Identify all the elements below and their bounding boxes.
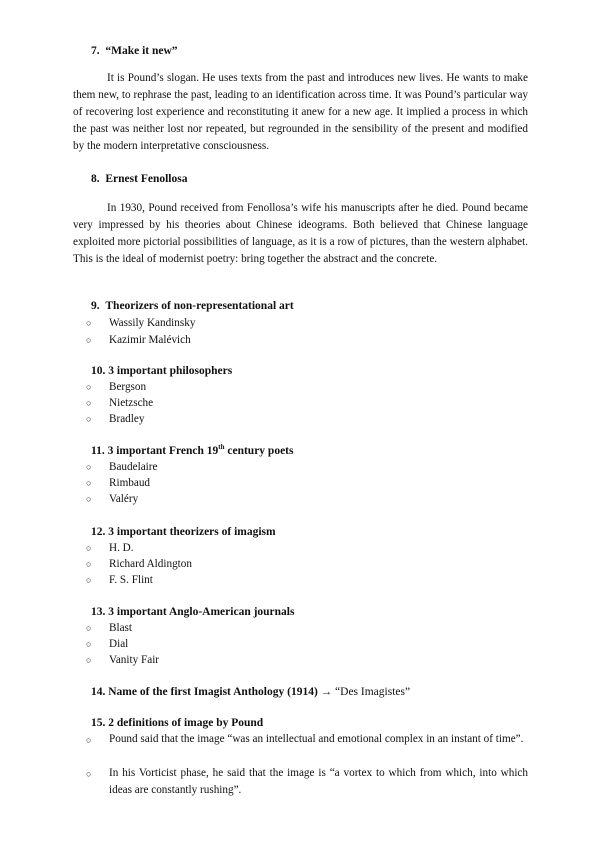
section-7-paragraph: [73, 70, 528, 155]
section-8-heading: 8. Ernest Fenollosa: [91, 173, 188, 185]
bullet-icon: ○: [86, 735, 92, 745]
section-11-heading: [91, 444, 293, 458]
list-item-text: Blast: [109, 622, 132, 634]
section-8-paragraph: [73, 200, 528, 268]
bullet-icon: ○: [86, 575, 92, 585]
section-7-text: It is Pound’s slogan. He uses texts from the past and introduces new lives. He wants to make them new, to rephrase the past, leading to an identification across time. It was Pound’s particular way of recovering lost experience and reconstituting it anew for a new age. It implied a process in which the past was neither lost nor repeated, but regrounded in the sensibility of the present and modified by the modern interpretative consciousness.: [73, 72, 528, 152]
heading-text-end: century poets: [224, 445, 294, 457]
list-item-text: Dial: [109, 638, 129, 650]
bullet-icon: ○: [86, 559, 92, 569]
bullet-icon: ○: [86, 639, 92, 649]
bullet-icon: ○: [86, 414, 92, 424]
bullet-icon: ○: [86, 478, 92, 488]
list-item-text: F. S. Flint: [109, 574, 153, 586]
section-10-heading: 10. 3 important philosophers: [91, 365, 233, 377]
bullet-icon: ○: [86, 494, 92, 504]
list-item-text: Bergson: [109, 381, 147, 393]
list-item-text: Kazimir Malévich: [109, 334, 191, 346]
heading-text: 11. 3 important French 19: [91, 445, 219, 457]
list-item-text: Rimbaud: [109, 477, 151, 489]
bullet-icon: ○: [86, 655, 92, 665]
list-item-text: In his Vorticist phase, he said that the image is “a vortex to which from which, into which ideas are constantly rushing”.: [109, 767, 528, 796]
section-14-heading: [91, 685, 410, 699]
bullet-icon: ○: [86, 623, 92, 633]
list-item-text: Vanity Fair: [109, 654, 160, 666]
list-item-text: Wassily Kandinsky: [109, 317, 196, 329]
list-item: [86, 765, 528, 799]
list-item-text: Bradley: [109, 413, 145, 425]
section-13-heading: 13. 3 important Anglo-American journals: [91, 606, 295, 618]
section-7-heading: 7. “Make it new”: [91, 45, 178, 57]
ordinal-suffix: th: [218, 443, 225, 452]
list-item-text: Richard Aldington: [109, 558, 192, 570]
list-item-text: Baudelaire: [109, 461, 158, 473]
bullet-icon: ○: [86, 543, 92, 553]
bullet-icon: ○: [86, 335, 92, 345]
list-item: [86, 731, 528, 748]
section-9-heading: 9. Theorizers of non-representational art: [91, 300, 294, 312]
bullet-icon: ○: [86, 382, 92, 392]
section-12-heading: 12. 3 important theorizers of imagism: [91, 526, 276, 538]
bullet-icon: ○: [86, 462, 92, 472]
anthology-title: “Des Imagistes”: [335, 686, 411, 698]
heading-text: 14. Name of the first Imagist Anthology (1914) →: [91, 686, 336, 698]
list-item-text: H. D.: [109, 542, 134, 554]
bullet-icon: ○: [86, 318, 92, 328]
section-15-heading: 15. 2 definitions of image by Pound: [91, 717, 264, 729]
bullet-icon: ○: [86, 769, 92, 779]
list-item-text: Pound said that the image “was an intellectual and emotional complex in an instant of time”.: [109, 733, 524, 745]
list-item-text: Valéry: [109, 493, 139, 505]
section-8-text: In 1930, Pound received from Fenollosa’s wife his manuscripts after he died. Pound became very impressed by his theories about Chinese ideograms. Both believed that Chinese language exploited more pictorial possibilities of language, as it is a row of pictures, than the western alphabet. This is the ideal of modernist poetry: bring together the abstract and the concrete.: [73, 202, 528, 265]
bullet-icon: ○: [86, 398, 92, 408]
list-item-text: Nietzsche: [109, 397, 154, 409]
